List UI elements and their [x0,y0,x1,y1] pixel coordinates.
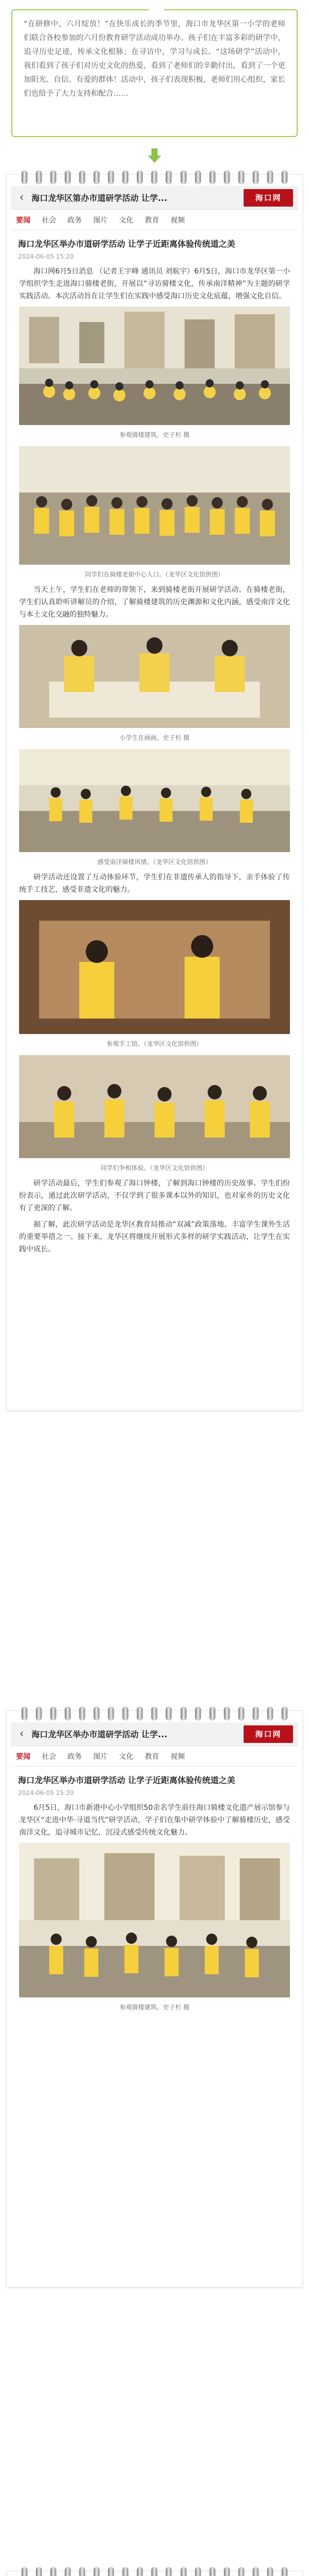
tab-item[interactable]: 文化 [119,1752,133,1761]
article-card-1 [6,174,303,1411]
tab-item[interactable]: 视频 [170,216,185,225]
article-paragraph: 海口网6月5日消息 （记者王宇峰 通讯员 刘航宇）6月5日，海口市龙华区第一小学组织学生走进海口骑楼老街，开展以“寻访骑楼文化，传承南洋精神”为主题的研学实践活动。本次活动旨在让学生们在实践中感受海口历史文化底蕴，增强文化自信。 [19,267,290,300]
header-title: 海口龙华区第办市道研学活动 让学... [31,193,167,203]
intro-frame [11,9,298,137]
tab-item[interactable]: 社会 [42,216,56,225]
article-title: 海口龙华区举办市道研学活动 让学子近距离体验传统道之美 [18,1775,235,1785]
article-title: 海口龙华区举办市道研学活动 让学子近距离体验传统道之美 [18,239,235,249]
photo-caption: 参观手工馆。（龙华区文化馆供图） [106,1040,202,1047]
photo-arcade-street [19,307,290,425]
back-icon[interactable]: ‹ [19,1727,24,1740]
article-date: 2024-06-05 15:20 [18,253,74,260]
article-paragraph: 当天上午，学生们在老师的带领下，来到骑楼老街开展研学活动。在骑楼老街，学生们认真聆听讲解员的介绍，了解骑楼建筑的历史渊源和文化内涵，感受南洋文化与本土文化交融的独特魅力。 [19,586,290,619]
article-card-3 [6,2571,303,2576]
tab-item[interactable]: 文化 [119,216,133,225]
site-logo[interactable]: 海口网 [244,1725,293,1743]
article-paragraph: 6月5日，海口市新港中心小学组织50余名学生前往海口骑楼文化遗产展示馆参与龙华区“走进中华·寻道当代”研学活动，学子们在集中研学体验中了解骑楼历史，感受南洋文化，追寻城市记忆，沉浸式感受传统文化魅力。 [19,1804,290,1837]
photo-experience [19,1055,290,1158]
article-paragraph: 研学活动还设置了互动体验环节，学生们在非遗传承人的指导下，亲手体验了传统手工技艺，感受非遗文化的魅力。 [19,873,290,894]
tab-item[interactable]: 政务 [67,216,82,225]
tab-item[interactable]: 要闻 [16,216,30,225]
photo-students-group [19,446,290,565]
back-icon[interactable]: ‹ [19,191,24,204]
photo-caption: 同学们争相体验。（龙华区文化馆供图） [100,1164,209,1172]
tab-item[interactable]: 教育 [145,1752,159,1761]
site-logo[interactable]: 海口网 [244,189,293,207]
photo-caption: 小学生在画画。史子杉 摄 [119,734,190,741]
down-arrow-icon [144,145,165,166]
binder-rings [7,2567,302,2576]
binder-rings [7,171,302,184]
tab-item[interactable]: 要闻 [16,1752,30,1761]
app-header [11,186,298,210]
article-date: 2024-06-05 15:20 [18,1789,74,1797]
tab-item[interactable]: 图片 [93,1752,108,1761]
photo-arcade-tour [19,1843,290,1997]
article-card-2 [6,1710,303,2287]
tab-item[interactable]: 图片 [93,216,108,225]
photo-caption: 参观骑楼建筑。史子杉 摄 [119,431,190,438]
tab-item[interactable]: 社会 [42,1752,56,1761]
tab-item[interactable]: 教育 [145,216,159,225]
photo-drawing [19,625,290,728]
intro-text: “在研修中，六月绽放！”在快乐成长的季节里，海口市龙华区第一小学的老师们联合各校参加的六月份教育研学活动成功举办。孩子们在丰富多彩的研学中，追寻历史足迹，传承文化根脉；在寻访中，学习与成长。“这场研学”活动中，我们看到了孩子们对历史文化的热爱，看到了老师们的辛勤付出，看到了一个更加阳光、自信、有爱的群体！活动中，孩子们表现积极，老师们用心组织，家长们也给予了大力支持和配合…… [24,20,285,98]
app-header [11,1722,298,1746]
photo-arcade-walk [19,749,290,852]
nav-tabs [11,1746,298,1767]
photo-caption: 参观骑楼建筑。史子杉 摄 [119,2004,190,2011]
photo-caption: 感受南洋骑楼风情。（龙华区文化馆供图） [97,858,212,866]
photo-handcraft [19,900,290,1034]
article-paragraph: 研学活动最后，学生们参观了海口钟楼，了解到海口钟楼的历史故事。学生们纷纷表示，通过此次研学活动，不仅学到了很多课本以外的知识，也对家乡的历史文化有了更深的了解。 [19,1179,290,1212]
tab-item[interactable]: 视频 [170,1752,185,1761]
header-title: 海口龙华区举办市道研学活动 让学... [31,1730,167,1739]
article-paragraph: 据了解，此次研学活动是龙华区教育局推动“双减”政策落地、丰富学生课外生活的重要举措之一。接下来，龙华区将继续开展形式多样的研学实践活动，让学生在实践中成长。 [19,1221,290,1253]
binder-rings [7,1707,302,1720]
tab-item[interactable]: 政务 [67,1752,82,1761]
nav-tabs [11,210,298,230]
photo-caption: 同学们在骑楼老街中心人口。（龙华区文化馆供图） [84,571,224,578]
